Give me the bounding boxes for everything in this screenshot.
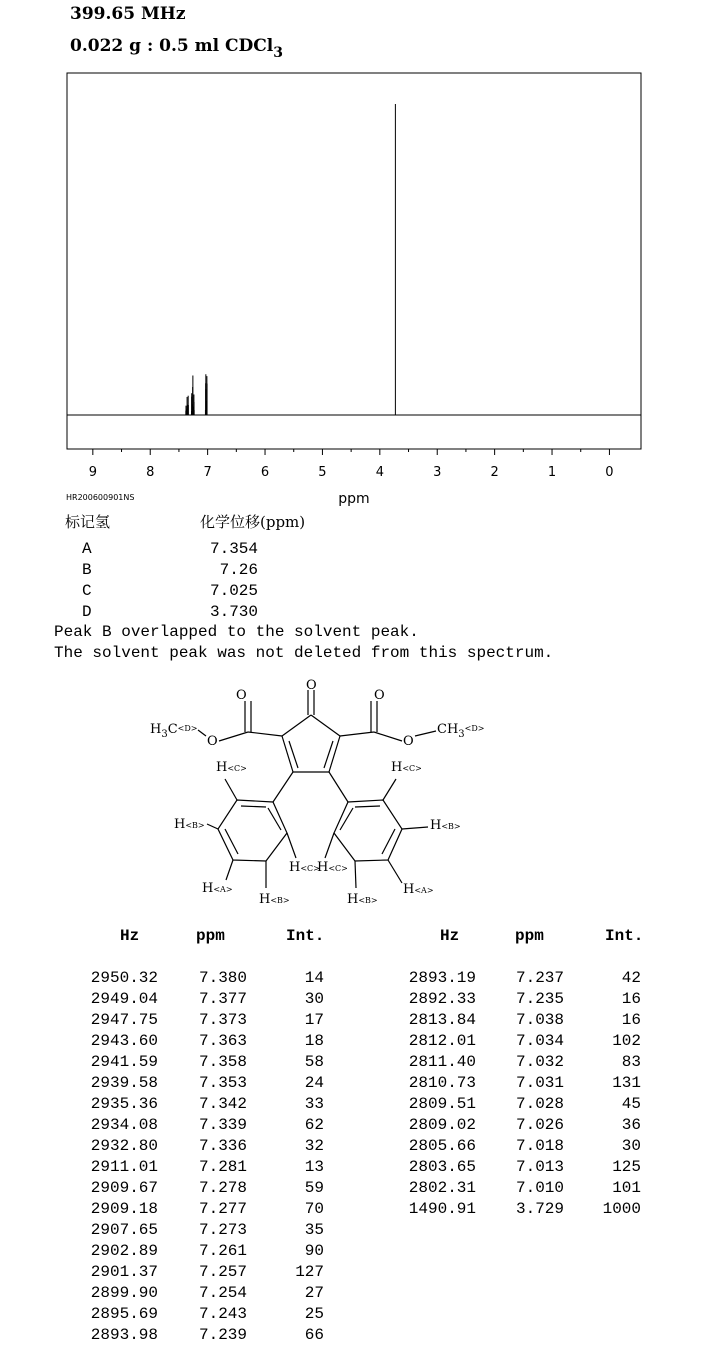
peak-table-right-hz-cell: 2813.84 <box>408 1011 476 1029</box>
atom-o-ester-left: O <box>207 734 218 749</box>
note-overlap: Peak B overlapped to the solvent peak. <box>54 623 419 641</box>
assignment-shift-a: 7.354 <box>209 540 258 558</box>
peak-table-right-int-cell: 42 <box>621 969 641 987</box>
peak-table-right-hz-cell: 2810.73 <box>408 1074 476 1092</box>
peak-table-left-header-ppm: ppm <box>196 927 225 945</box>
peak-table-left-ppm-cell: 7.281 <box>198 1158 247 1176</box>
atom-o-ester-right-dbl: O <box>374 688 385 703</box>
peak-table-left-hz-cell: 2907.65 <box>90 1221 158 1239</box>
peak-table-left-ppm-cell: 7.257 <box>198 1263 247 1281</box>
h-label-b-left: H<B> <box>174 817 205 832</box>
x-tick-label: 0 <box>605 465 614 480</box>
peak-table-right-hz-cell: 2812.01 <box>408 1032 476 1050</box>
h-label-c-left-inner: H<C> <box>289 860 320 875</box>
peak-table-right-int-cell: 131 <box>612 1074 641 1092</box>
peak-table-right-hz-cell: 2892.33 <box>408 990 476 1008</box>
peak-table-left-hz-cell: 2909.67 <box>90 1179 158 1197</box>
x-tick-label: 5 <box>318 465 327 480</box>
peak-table-left-hz-cell: 2949.04 <box>90 990 158 1008</box>
peak-table-left-int-cell: 90 <box>304 1242 324 1260</box>
peak-table-right-hz-cell: 1490.91 <box>408 1200 476 1218</box>
x-tick-label: 6 <box>260 465 270 480</box>
sample-concentration-main: 0.022 g : 0.5 ml CDCl <box>70 36 274 56</box>
peak-table-right-ppm-cell: 7.237 <box>515 969 564 987</box>
peak-table-left-ppm-cell: 7.239 <box>198 1326 247 1344</box>
h-label-c-right-inner: H<C> <box>317 860 348 875</box>
peak-table-left-ppm-cell: 7.273 <box>198 1221 247 1239</box>
x-axis-label: ppm <box>338 491 370 507</box>
peak-table-left-int-cell: 66 <box>304 1326 324 1344</box>
peak-table-left-int-cell: 18 <box>304 1032 324 1050</box>
peak-table-left-hz-cell: 2934.08 <box>90 1116 158 1134</box>
peak-table-right-ppm-cell: 7.010 <box>515 1179 564 1197</box>
peak-table-right-ppm-cell: 7.031 <box>515 1074 564 1092</box>
peak-table-right-int-cell: 1000 <box>602 1200 641 1218</box>
assignment-shift-d: 3.730 <box>209 603 258 621</box>
peak-table-left-ppm-cell: 7.277 <box>198 1200 247 1218</box>
peak-table-left-int-cell: 58 <box>304 1053 324 1071</box>
peak-table-right-int-cell: 83 <box>621 1053 641 1071</box>
assignment-label-a: A <box>82 540 92 558</box>
peak-table-right-ppm-cell: 7.038 <box>515 1011 564 1029</box>
atom-o-ester-right: O <box>403 734 414 749</box>
methyl-left: $H_3C<D>$ <box>150 722 198 740</box>
atom-o-ester-left-dbl: O <box>236 688 247 703</box>
peak-table-left-int-cell: 30 <box>304 990 324 1008</box>
x-tick-label: 9 <box>88 465 97 480</box>
peak-table-left-hz-cell: 2939.58 <box>90 1074 158 1092</box>
peak-table-right-hz-cell: 2802.31 <box>408 1179 476 1197</box>
peak-table-right-int-cell: 101 <box>612 1179 641 1197</box>
peak-table-left-int-cell: 14 <box>304 969 324 987</box>
peak-table-right-hz-cell: 2893.19 <box>408 969 476 987</box>
peak-table-left-header-hz: Hz <box>120 927 140 945</box>
peak-table-right-ppm-cell: 7.032 <box>515 1053 564 1071</box>
peak-table-left-ppm-cell: 7.342 <box>198 1095 247 1113</box>
peak-table-left-int-cell: 24 <box>304 1074 324 1092</box>
peak-table-left-int-cell: 13 <box>304 1158 324 1176</box>
peak-table-left-ppm-cell: 7.254 <box>198 1284 247 1302</box>
peak-table-left-int-cell: 17 <box>304 1011 324 1029</box>
peak-table-left-ppm-cell: 7.261 <box>198 1242 247 1260</box>
peak-table-left-hz-cell: 2895.69 <box>90 1305 158 1323</box>
peak-table-right-int-cell: 36 <box>621 1116 641 1134</box>
peak-table-left-hz-cell: 2893.98 <box>90 1326 158 1344</box>
peak-table-left-ppm-cell: 7.380 <box>198 969 247 987</box>
peak-table-left-int-cell: 27 <box>304 1284 324 1302</box>
peak-table-left-int-cell: 33 <box>304 1095 324 1113</box>
peak-table-left-hz-cell: 2950.32 <box>90 969 158 987</box>
peak-table-left-ppm-cell: 7.377 <box>198 990 247 1008</box>
assignment-header-shift: 化学位移(ppm) <box>200 513 306 531</box>
peak-table-left-hz-cell: 2901.37 <box>90 1263 158 1281</box>
x-tick-label: 3 <box>433 465 442 480</box>
peak-table-left-hz-cell: 2943.60 <box>90 1032 158 1050</box>
peak-table-left-ppm-cell: 7.353 <box>198 1074 247 1092</box>
peak-table-right-int-cell: 102 <box>612 1032 641 1050</box>
peak-table-right-hz-cell: 2809.51 <box>408 1095 476 1113</box>
peak-table-left-int-cell: 25 <box>304 1305 324 1323</box>
peak-table-left-ppm-cell: 7.358 <box>198 1053 247 1071</box>
peak-table-left-hz-cell: 2911.01 <box>90 1158 158 1176</box>
assignment-shift-c: 7.025 <box>209 582 258 600</box>
note-solvent: The solvent peak was not deleted from this spectrum. <box>54 644 554 662</box>
assignment-label-d: D <box>82 603 92 621</box>
peak-table-right-int-cell: 30 <box>621 1137 641 1155</box>
peak-table-right-ppm-cell: 3.729 <box>515 1200 564 1218</box>
peak-table-left-int-cell: 59 <box>304 1179 324 1197</box>
peak-table-right-ppm-cell: 7.235 <box>515 990 564 1008</box>
peak-table-right-hz-cell: 2805.66 <box>408 1137 476 1155</box>
spectrum-id: HR200600901NS <box>66 493 135 502</box>
atom-o-ketone: O <box>306 678 317 693</box>
x-tick-label: 8 <box>146 465 155 480</box>
methyl-right: $CH_3^{<D>}$ <box>437 722 485 740</box>
x-tick-label: 2 <box>490 465 499 480</box>
peak-table-right-int-cell: 125 <box>612 1158 641 1176</box>
peak-table-left-int-cell: 62 <box>304 1116 324 1134</box>
assignment-header-label: 标记氢 <box>65 513 111 531</box>
peak-table-right-ppm-cell: 7.018 <box>515 1137 564 1155</box>
peak-table-left-hz-cell: 2941.59 <box>90 1053 158 1071</box>
x-tick-label: 1 <box>547 465 557 480</box>
peak-table-left-ppm-cell: 7.243 <box>198 1305 247 1323</box>
peak-table-left-ppm-cell: 7.373 <box>198 1011 247 1029</box>
peak-table-left-ppm-cell: 7.363 <box>198 1032 247 1050</box>
peak-table-right-hz-cell: 2803.65 <box>408 1158 476 1176</box>
peak-table-left-int-cell: 127 <box>295 1263 324 1281</box>
h-label-b-left-bottom: H<B> <box>259 892 290 907</box>
molecule-bonds <box>198 690 436 888</box>
peak-table-left-header-int: Int. <box>286 927 325 945</box>
h-label-b-right-bottom: H<B> <box>347 892 378 907</box>
peak-table-right-int-cell: 16 <box>621 1011 641 1029</box>
peak-table-right-ppm-cell: 7.028 <box>515 1095 564 1113</box>
peak-table-right-int-cell: 16 <box>621 990 641 1008</box>
h-label-c-right-top: H<C> <box>391 760 422 775</box>
peak-table-left-hz-cell: 2947.75 <box>90 1011 158 1029</box>
peak-table-left-int-cell: 70 <box>304 1200 324 1218</box>
h-label-a-right: H<A> <box>403 882 434 897</box>
peak-table-left-hz-cell: 2932.80 <box>90 1137 158 1155</box>
h-label-c-left-top: H<C> <box>216 760 247 775</box>
peak-table-left-ppm-cell: 7.339 <box>198 1116 247 1134</box>
peak-table-left-hz-cell: 2909.18 <box>90 1200 158 1218</box>
h-label-a-left: H<A> <box>202 881 233 896</box>
peak-table-right-header-int: Int. <box>605 927 644 945</box>
peak-table-right-ppm-cell: 7.026 <box>515 1116 564 1134</box>
peak-table-right-hz-cell: 2811.40 <box>408 1053 476 1071</box>
peak-table-right-hz-cell: 2809.02 <box>408 1116 476 1134</box>
assignment-label-c: C <box>82 582 92 600</box>
peak-table-right-ppm-cell: 7.034 <box>515 1032 564 1050</box>
x-tick-label: 7 <box>203 465 212 480</box>
peak-table-left-hz-cell: 2935.36 <box>90 1095 158 1113</box>
peak-table-right-ppm-cell: 7.013 <box>515 1158 564 1176</box>
peak-table-left-hz-cell: 2899.90 <box>90 1284 158 1302</box>
x-tick-label: 4 <box>375 465 384 480</box>
peak-table-right-int-cell: 45 <box>621 1095 641 1113</box>
peak-table-left-int-cell: 35 <box>304 1221 324 1239</box>
peak-table-right-header-hz: Hz <box>440 927 460 945</box>
peak-table-left-ppm-cell: 7.278 <box>198 1179 247 1197</box>
sample-concentration-subscript: 3 <box>273 45 284 61</box>
peak-table-left-int-cell: 32 <box>304 1137 324 1155</box>
assignment-shift-b: 7.26 <box>219 561 258 579</box>
peak-table-right-header-ppm: ppm <box>515 927 544 945</box>
peak-table-left-hz-cell: 2902.89 <box>90 1242 158 1260</box>
h-label-b-right: H<B> <box>430 818 461 833</box>
molecule-labels <box>150 678 485 907</box>
peak-table-left-ppm-cell: 7.336 <box>198 1137 247 1155</box>
assignment-label-b: B <box>82 561 92 579</box>
spectrometer-frequency: 399.65 MHz <box>70 4 186 24</box>
